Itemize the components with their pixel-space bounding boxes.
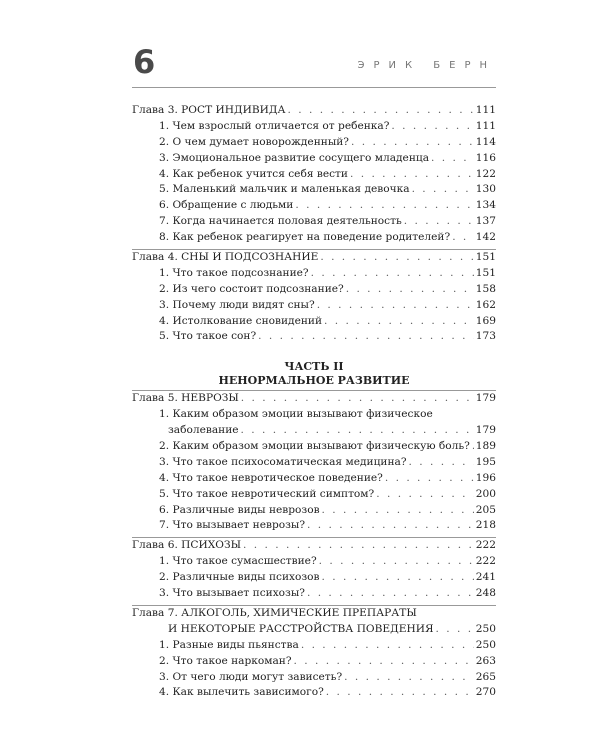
toc-page: 173: [475, 330, 496, 343]
toc-item: [132, 587, 496, 603]
dot-leader: [409, 456, 474, 468]
toc-title: 5. Что такое сон?: [159, 330, 257, 343]
toc-title: Глава 4. СНЫ И ПОДСОЗНАНИЕ: [132, 251, 319, 264]
toc-title: 3. Эмоциональное развитие сосущего младенца: [159, 151, 430, 164]
toc-item: [132, 120, 496, 136]
toc-item: [132, 215, 496, 231]
toc-continuation: [132, 623, 496, 639]
toc-page: 248: [475, 587, 496, 600]
toc-title: 2. О чем думает новорожденный?: [159, 135, 349, 148]
toc-title: Глава 5. НЕВРОЗЫ: [132, 392, 239, 405]
dot-leader: [385, 472, 474, 484]
toc-page: 270: [475, 686, 496, 699]
toc-item: [132, 136, 496, 152]
toc-item: [132, 440, 496, 456]
toc-item: [132, 408, 496, 424]
chapter-separator: [132, 249, 496, 250]
dot-leader: [391, 120, 473, 132]
toc-page: 179: [475, 424, 496, 437]
dot-leader: [241, 392, 474, 404]
toc-page: 111: [475, 104, 496, 116]
dot-leader: [344, 671, 474, 683]
toc-chapter: [132, 251, 496, 267]
toc-title: 1. Чем взрослый отличается от ребенка?: [159, 119, 390, 132]
chapter-separator: [132, 537, 496, 538]
toc-title: 2. Что такое наркоман?: [159, 654, 292, 667]
toc-page: 151: [475, 266, 496, 279]
toc-title: Глава 3. РОСТ ИНДИВИДА: [132, 104, 286, 116]
toc-page: 222: [475, 555, 496, 568]
toc-page: 116: [475, 151, 496, 164]
toc-title: 2. Каким образом эмоции вызывают физическую боль?: [159, 440, 470, 453]
toc-title: 3. Что такое психосоматическая медицина?: [159, 455, 407, 468]
toc-item: [132, 330, 496, 346]
toc-title: 4. Как ребенок учится себя вести: [159, 167, 348, 180]
toc-title: 3. От чего люди могут зависеть?: [159, 670, 343, 683]
toc-item: [132, 152, 496, 168]
toc-item: [132, 299, 496, 315]
toc-item: [132, 168, 496, 184]
toc-title: 7. Когда начинается половая деятельность: [159, 215, 402, 228]
dot-leader: [294, 655, 474, 667]
dot-leader: [319, 555, 474, 567]
toc-item: [132, 639, 496, 655]
toc-item: [132, 671, 496, 687]
toc-title: 6. Обращение с людьми: [159, 199, 294, 212]
toc-page: 137: [475, 215, 496, 228]
toc-item: [132, 488, 496, 504]
dot-leader: [317, 299, 474, 311]
chapter-separator: [132, 605, 496, 606]
toc-item: [132, 183, 496, 199]
dot-leader: [320, 251, 473, 263]
dot-leader: [311, 267, 474, 279]
toc-title: 8. Как ребенок реагирует на поведение родителей?: [159, 231, 451, 244]
toc-item: [132, 283, 496, 299]
toc-page: 114: [475, 135, 496, 148]
toc-item: [132, 267, 496, 283]
toc-page: 169: [475, 314, 496, 327]
dot-leader: [346, 283, 474, 295]
dot-leader: [288, 104, 474, 116]
dot-leader: [322, 504, 474, 516]
toc-item: [132, 315, 496, 331]
toc-title: 1. Каким образом эмоции вызывают физическое: [159, 408, 433, 421]
toc-item: [132, 504, 496, 520]
toc-continuation: [132, 424, 496, 440]
toc-page: 111: [475, 119, 496, 132]
dot-leader: [472, 440, 474, 452]
toc-item: [132, 199, 496, 215]
dot-leader: [351, 136, 474, 148]
dot-leader: [431, 152, 474, 164]
toc-page: 196: [475, 471, 496, 484]
toc-chapter: [132, 392, 496, 408]
toc-item: [132, 472, 496, 488]
toc-chapter: [132, 104, 496, 120]
toc-page: 250: [475, 638, 496, 651]
toc-page: 200: [475, 487, 496, 500]
toc-title: 2. Из чего состоит подсознание?: [159, 282, 344, 295]
toc-title: Глава 6. ПСИХОЗЫ: [132, 539, 242, 552]
toc-item: [132, 555, 496, 571]
toc-item: [132, 519, 496, 535]
toc-title: 2. Различные виды психозов: [159, 571, 320, 584]
dot-leader: [412, 183, 474, 195]
dot-leader: [350, 168, 474, 180]
toc-item: [132, 686, 496, 702]
toc-title: 1. Что такое подсознание?: [159, 266, 309, 279]
dot-leader: [452, 231, 474, 243]
dot-leader: [436, 623, 474, 635]
toc-title: 5. Маленький мальчик и маленькая девочка: [159, 183, 410, 196]
toc-title: 4. Как вылечить зависимого?: [159, 686, 324, 699]
toc-item: [132, 231, 496, 247]
toc-title: 4. Истолкование сновидений: [159, 314, 323, 327]
dot-leader: [376, 488, 474, 500]
dot-leader: [301, 639, 474, 651]
dot-leader: [307, 587, 474, 599]
toc-item: [132, 456, 496, 472]
toc-chapter: [132, 539, 496, 555]
dot-leader: [241, 424, 474, 436]
toc-title: И НЕКОТОРЫЕ РАССТРОЙСТВА ПОВЕДЕНИЯ: [168, 622, 434, 635]
toc-page: 158: [475, 282, 496, 295]
toc-page: 122: [475, 167, 496, 180]
toc-page: 179: [475, 392, 496, 405]
dot-leader: [258, 330, 474, 342]
dot-leader: [326, 686, 474, 698]
toc-page: 142: [475, 231, 496, 244]
toc-page: 205: [475, 503, 496, 516]
toc-title: Глава 7. АЛКОГОЛЬ, ХИМИЧЕСКИЕ ПРЕПАРАТЫ: [132, 606, 417, 619]
toc-page: 151: [475, 251, 496, 264]
toc-page: 218: [475, 519, 496, 532]
toc-item: [132, 655, 496, 671]
dot-leader: [307, 519, 474, 531]
toc-page: 195: [475, 455, 496, 468]
toc-page: 263: [475, 654, 496, 667]
toc-page: 250: [475, 622, 496, 635]
toc-page: 241: [475, 571, 496, 584]
chapter-separator: [132, 390, 496, 391]
toc-page: 162: [475, 298, 496, 311]
toc-page: 265: [475, 670, 496, 683]
toc-title: 4. Что такое невротическое поведение?: [159, 471, 383, 484]
toc-title: 6. Различные виды неврозов: [159, 503, 320, 516]
dot-leader: [243, 539, 474, 551]
toc-page: 189: [475, 440, 496, 453]
toc-title: 3. Почему люди видят сны?: [159, 298, 315, 311]
dot-leader: [404, 215, 474, 227]
running-header-author: ЭРИК БЕРН: [357, 60, 496, 71]
toc-title: 3. Что вызывает психозы?: [159, 587, 305, 600]
part-title: НЕНОРМАЛЬНОЕ РАЗВИТИЕ: [218, 374, 410, 388]
toc-chapter: [132, 607, 496, 623]
toc-title: 1. Что такое сумасшествие?: [159, 555, 317, 568]
dot-leader: [322, 571, 474, 583]
toc-title: 7. Что вызывает неврозы?: [159, 519, 305, 532]
table-of-contents: [132, 104, 496, 702]
part-heading: ЧАСТЬ II: [284, 360, 344, 374]
header-rule: [132, 87, 496, 88]
dot-leader: [324, 315, 474, 327]
toc-title: заболевание: [168, 424, 239, 437]
toc-title: 5. Что такое невротический симптом?: [159, 487, 375, 500]
toc-title: 1. Разные виды пьянства: [159, 638, 299, 651]
page-number: 6: [133, 43, 156, 81]
toc-page: 130: [475, 183, 496, 196]
toc-page: 222: [475, 539, 496, 552]
toc-page: 134: [475, 199, 496, 212]
toc-item: [132, 571, 496, 587]
dot-leader: [295, 199, 473, 211]
